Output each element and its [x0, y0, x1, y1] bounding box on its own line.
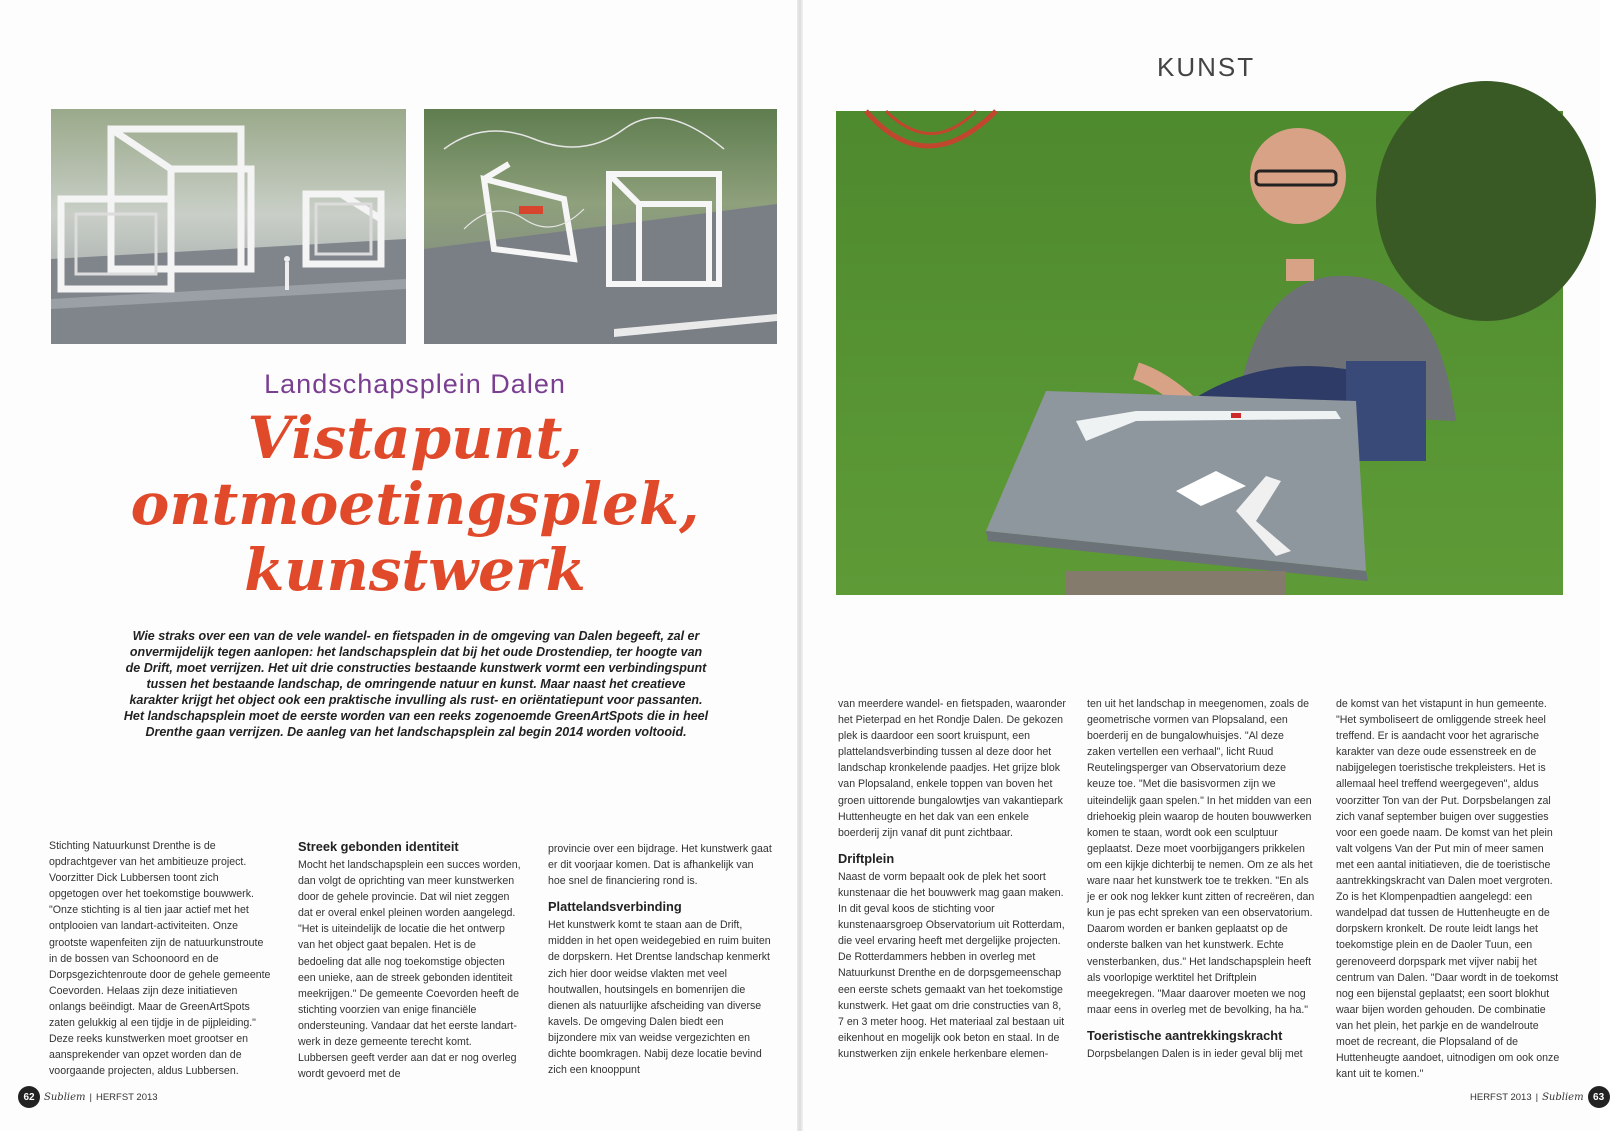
footer-separator-left: | — [89, 1091, 92, 1103]
footer-right — [1470, 1086, 1610, 1108]
column-1 — [49, 838, 271, 1079]
col5-p2: Dorpsbelangen Dalen is in ieder geval blij met — [1087, 1047, 1303, 1060]
intro-paragraph: Wie straks over een van de vele wandel- en fietspaden in de omgeving van Dalen begeeft, zal er onvermijdelijk tegen aanlopen: het landschapsplein dat bij het oude Drostendiep, ter hoogte van de Drift, moet verrijzen. Het uit drie constructies bestaande kunstwerk vormt een verbindingspunt tussen het bestaande landschap, de omringende natuur en kunst. Maar naast het creatieve karakter krijgt het object ook een praktische invulling als rust- en oriëntatiepunt voor passanten. Het landschapsplein moet de eerste worden van een reeks zogenoemde GreenArtSpots die in heel Drenthe gaan verrijzen. De aanleg van het landschapsplein zal begin 2014 worden voltooid. — [123, 629, 709, 739]
col4-heading: Driftplein — [838, 850, 895, 866]
magazine-name-right: Subliem — [1542, 1091, 1584, 1103]
model-photo-1 — [51, 109, 406, 344]
column-5 — [1087, 696, 1315, 1062]
col4-p2: Naast de vorm bepaalt ook de plek het soort kunstenaar die het bouwwerk mag gaan maken. In dit geval koos de stichting voor kunstenaarsgroep Observatorium uit Rotterdam, die veel ervaring heeft met dergelijke projecten. De Rotterdammers hebben in overleg met Natuurkunst Drenthe en de dorpsgemeenschap een eerste schets gemaakt van het toekomstige kunstwerk. Het gaat om drie constructies van 8, 7 en 3 meter hoog. Het materiaal zal bestaan uit eikenhout en mogelijk ook beton en staal. In de kunstwerken zijn enkele herkenbare elemen- — [838, 870, 1065, 1060]
col3-p2: Het kunstwerk komt te staan aan de Drift, midden in het open weidegebied en ruim buiten de dorpskern. Het Drentse landschap kenmerkt zich hier door weidse vlakten met veel houtwallen, houtsingels en bomenrijen die dienen als natuurlijke afscheiding van diverse kavels. De omgeving Dalen biedt een bijzondere mix van weidse vergezichten en dichte boomkragen. Nabij deze locatie bevind zich een knooppunt — [548, 919, 771, 1077]
column-3 — [548, 841, 774, 1078]
column-2 — [298, 838, 522, 1082]
section-tag: KUNST — [1157, 52, 1256, 82]
model-photo-2 — [424, 109, 777, 344]
footer-separator-right: | — [1535, 1091, 1539, 1103]
headline-line-2: ontmoetingsplek, — [130, 470, 700, 538]
col5-heading: Toeristische aantrekkingskracht — [1087, 1027, 1283, 1043]
col1-p1: Stichting Natuurkunst Drenthe is de opdrachtgever van het ambitieuze project. Voorzitter Dick Lubbersen toont zich opgetogen over het toekomstige bouwwerk. "Onze stichting is al tien jaar actief met het ontplooien van landart-activiteiten. Onze grootste wapenfeiten zijn de natuurkunstroute in de bossen van Schoonoord en de Dorpsgezichtenroute door de gehele gemeente Coevorden. Helaas zijn deze initiatieven onlangs beëindigt. Maar de GreenArtSpots zaten gelukkig al een tijdje in de pijpleiding." Deze reeks kunstwerken moet grootser en aansprekender van opzet worden dan de voorgaande projecten, aldus Lubbersen. — [49, 840, 271, 1078]
column-4 — [838, 696, 1066, 1062]
col4-p1: van meerdere wandel- en fietspaden, waaronder het Pieterpad en het Rondje Dalen. De gekozen plek is daardoor een soort kruispunt, een plattelandsverbinding tussen al deze door het landschap kronkelende paadjes. Het grijze blok van Plopsaland, enkele toppen van boven het groen uittorende bungalowtjes van vakantiepark Huttenheugte en het dak van een enkele boerderij zijn vanaf dit punt zichtbaar. — [838, 698, 1066, 839]
headline-line-1: Vistapunt, — [247, 404, 583, 472]
col2-heading: Streek gebonden identiteit — [298, 839, 459, 854]
col2-p1: Mocht het landschapsplein een succes worden, dan volgt de oprichting van meer kunstwerken door de gehele provincie. Dat wil niet zeggen dat er overal enkel pleinen worden aangelegd. "Het is uiteindelijk de locatie die het ontwerp van het object gaat bepalen. Het is de bedoeling dat alle nog toekomstige objecten een unieke, aan de streek gebonden identiteit meekrijgen." De gemeente Coevorden heeft de stichting voorzien van enige financiële ondersteuning. Vandaar dat het eerste landart-werk in deze gemeente terecht komt. Lubbersen geeft verder aan dat er nog overleg wordt gevoerd met de — [298, 859, 521, 1081]
page-number-left: 62 — [18, 1086, 40, 1108]
col5-p1: ten uit het landschap in meegenomen, zoals de geometrische vormen van Plopsaland, een boerderij en de bungalowhuisjes. "Al deze zaken vertellen een verhaal", licht Ruud Reutelingsperger van Observatorium deze keuze toe. "Met die basisvormen zijn we uiteindelijk gaan spelen." In het midden van een driehoekig plein waarop de houten bouwwerken komen te staan, wordt ook een sculptuur geplaatst. Deze moet voorbijgangers prikkelen om een kijkje dichterbij te nemen. Om ze als het ware naar het kunstwerk toe te trekken. "En als je er ook nog lekker kunt zitten of recreëren, dan kun je pas echt spreken van een observatorium. Daarom worden er banken geplaatst op de onderste balken van het kunstwerk. Echte vensterbanken, dus." Het landschapsplein heeft als voorlopige werktitel het Driftplein meegekregen. "Maar daarover moeten we nog maar eens in overleg met de bevolking, ha ha." — [1087, 698, 1315, 1016]
col6-p1: de komst van het vistapunt in hun gemeente. "Het symboliseert de omliggende streek heel treffend. Er is aandacht voor het agrarische karakter van deze oude essenstreek en de nabijgelegen toeristische trekpleisters. Het is allemaal heel treffend weergegeven", aldus voorzitter Ton van der Put. Dorpsbelangen zal zich vanaf september buigen over suggesties voor een goede naam. De komst van het plein valt volgens Van der Put min of meer samen met een aantal initiatieven, die de toeristische aantrekkingskracht van Dalen moet vergroten. Zo is het Klompenpadtien aangelegd: een wandelpad dat tussen de Huttenheugte en de dorpskern kronkelt. De route leidt langs het toekomstige plein en de Daoler Tuun, een gerenoveerd dorpspark met vijver nabij het centrum van Dalen. "Daar wordt in de toekomst nog een bijenstal geplaatst; een soort blokhut waar bijen worden gehouden. De combinatie van het plein, het parkje en de wandelroute moet de recreant, die Plopsaland of de Huttenheugte aandoet, uitnodigen om ook onze kant uit te komen." — [1336, 698, 1560, 1081]
col3-p1: provincie over een bijdrage. Het kunstwerk gaat er dit voorjaar komen. Dat is afhankelijk van hoe snel de financiering rond is. — [548, 843, 772, 888]
footer-left — [18, 1086, 158, 1108]
headline-line-3: kunstwerk — [244, 536, 586, 604]
col3-heading: Plattelandsverbinding — [548, 899, 682, 915]
portrait-photo — [836, 111, 1563, 595]
page-number-right: 63 — [1588, 1086, 1610, 1108]
headline — [0, 405, 830, 603]
issue-left: HERFST 2013 — [95, 1091, 158, 1103]
column-6 — [1336, 696, 1564, 1082]
kicker: Landschapsplein Dalen — [264, 369, 566, 399]
issue-right: HERFST 2013 — [1470, 1091, 1532, 1103]
magazine-name-left: Subliem — [44, 1091, 86, 1103]
